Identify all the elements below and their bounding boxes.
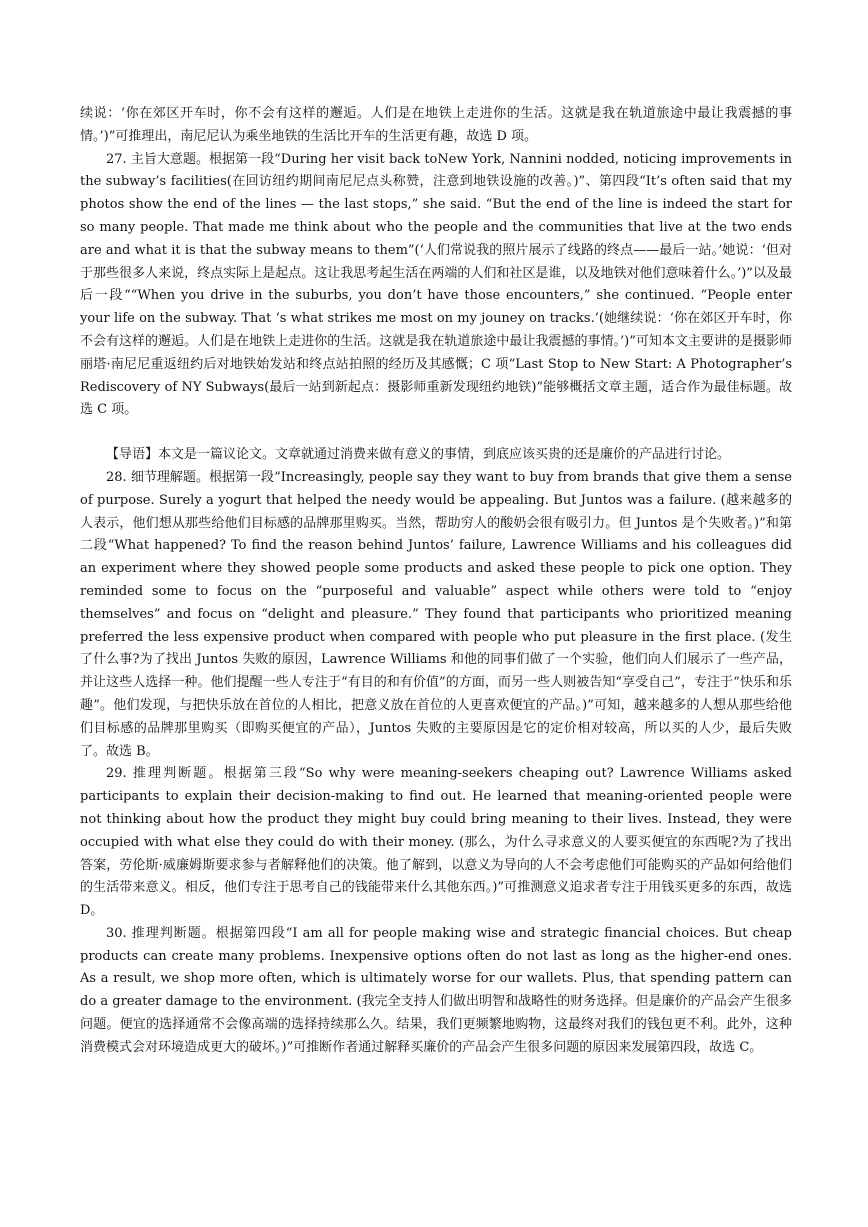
paragraph-q27-answer: 27. 主旨大意题。根据第一段“During her visit back toNew York, Nannini nodded, noticing improvements in the subway’s facilities(在回访纽约期间南尼尼点头称赞，注意到地铁设施的改善。)”、第四段“It’s often said that my photos show the end of the lines — the last stops,” she said. “But the end of the line is indeed the start for so many people. That made me think about who the people and the communities that live at the two ends are and what it is that the subway means to them”(‘人们常说我的照片展示了线路的终点——最后一站。’她说：‘但对于那些很多人来说，终点实际上是起点。这让我思考起生活在两端的人们和社区是谁，以及地铁对他们意味着什么。’)”以及最后一段““When you drive in the suburbs, you don’t have those encounters,” she continued. “People enter your life on the subway. That ‘s what strikes me most on my jouney on tracks.’(她继续说：‘你在郊区开车时，你不会有这样的邂逅。人们是在地铁上走进你的生活。这就是我在轨道旅途中最让我震撼的事情。’)”可知本文主要讲的是摄影师丽塔·南尼尼重返纽约后对地铁始发站和终点站拍照的经历及其感慨；C 项“Last Stop to New Start: A Photographer’s Rediscovery of NY Subways(最后一站到新起点：摄影师重新发现纽约地铁)”能够概括文章主题，适合作为最佳标题。故选 C 项。 [80,151,792,418]
document-page [80,103,792,1060]
paragraph-passage-intro: 【导语】本文是一篇议论文。文章就通过消费来做有意义的事情，到底应该买贵的还是廉价的产品进行讨论。 [106,447,731,463]
section-divider-space [80,422,792,444]
paragraph-q28-answer: 28. 细节理解题。根据第一段“Increasingly, people say they want to buy from brands that give them a sense of purpose. Surely a yogurt that helped the needy would be appealing. But Juntos was a failure. (越来越多的人表示，他们想从那些给他们目标感的品牌那里购买。当然，帮助穷人的酸奶会很有吸引力。但 Juntos 是个失败者。)”和第二段“What happened? To find the reason behind Juntos’ failure, Lawrence Williams and his colleagues did an experiment where they showed people some products and asked these people to pick one option. They reminded some to focus on the “purposeful and valuable” aspect while others were told to “enjoy themselves” and focus on “delight and pleasure.” They found that participants who prioritized meaning preferred the less expensive product when compared with people who put pleasure in the first place. (发生了什么事?为了找出 Juntos 失败的原因，Lawrence Williams 和他的同事们做了一个实验，他们向人们展示了一些产品，并让这些人选择一种。他们提醒一些人专注于“有目的和有价值”的方面，而另一些人则被告知“享受自己”，专注于“快乐和乐趣”。他们发现，与把快乐放在首位的人相比，把意义放在首位的人更喜欢便宜的产品。)”可知，越来越多的人想从那些给他们目标感的品牌那里购买（即购买便宜的产品），Juntos 失败的主要原因是它的定价相对较高，所以买的人少，最后失败了。故选 B。 [80,469,792,759]
paragraph-q30-answer: 30. 推理判断题。根据第四段“I am all for people making wise and strategic financial choices. But cheap products can create many problems. Inexpensive options often do not last as long as the higher-end ones. As a result, we shop more often, which is ultimately worse for our wallets. Plus, that spending pattern can do a greater damage to the environment. (我完全支持人们做出明智和战略性的财务选择。但是廉价的产品会产生很多问题。便宜的选择通常不会像高端的选择持续那么久。结果，我们更频繁地购物，这最终对我们的钱包更不利。此外，这种消费模式会对环境造成更大的破坏。)”可推断作者通过解释买廉价的产品会产生很多问题的原因来发展第四段，故选 C。 [80,925,792,1055]
paragraph-q26-continuation: 续说：‘你在郊区开车时，你不会有这样的邂逅。人们是在地铁上走进你的生活。这就是我在轨道旅途中最让我震撼的事情。’)”可推理出，南尼尼认为乘坐地铁的生活比开车的生活更有趣，故选 D 项。 [80,106,792,144]
paragraph-q29-answer: 29. 推理判断题。根据第三段“So why were meaning-seekers cheaping out? Lawrence Williams asked participants to explain their decision-making to find out. He learned that meaning-oriented people were not thinking about how the product they might buy could bring meaning to their lives. Instead, they were occupied with what else they could do with their money. (那么，为什么寻求意义的人要买便宜的东西呢?为了找出答案，劳伦斯·威廉姆斯要求参与者解释他们的决策。他了解到，以意义为导向的人不会考虑他们可能购买的产品如何给他们的生活带来意义。相反，他们专注于思考自己的钱能带来什么其他东西。)”可推测意义追求者专注于用钱买更多的东西，故选 D。 [80,766,792,919]
